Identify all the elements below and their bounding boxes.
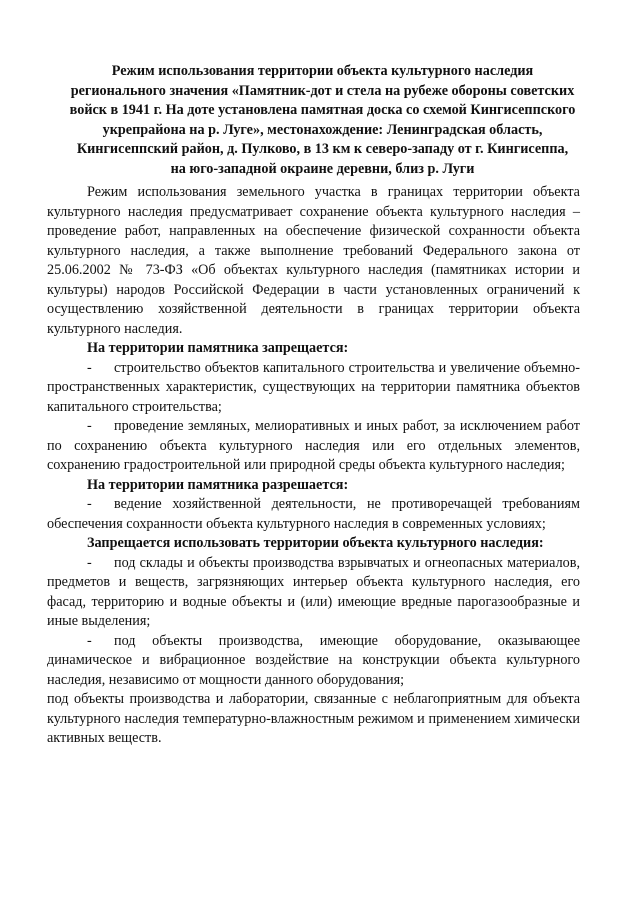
title-line: регионального значения «Памятник-дот и стела на рубеже обороны советских [70, 82, 575, 99]
document-title [45, 62, 600, 180]
dash-marker: - [87, 418, 92, 434]
document-body [47, 183, 580, 749]
list-item [47, 417, 580, 476]
dash-marker: - [87, 359, 92, 376]
list-item [47, 359, 580, 418]
prohibited-heading: На территории памятника запрещается: [87, 340, 349, 356]
title-line: войск в 1941 г. На доте установлена памятная доска со схемой Кингисеппского [69, 102, 576, 119]
forbidden-use-heading: Запрещается использовать территории объекта культурного наследия: [87, 535, 544, 551]
title-line: на юго-западной окраине деревни, близ р. Луги [170, 160, 475, 177]
closing-paragraph: под объекты производства и лаборатории, связанные с неблагоприятным для объекта культурного наследия температурно-влажностным режимом и применением химически активных веществ. [47, 691, 580, 746]
dash-marker: - [87, 632, 92, 649]
list-item [47, 554, 580, 632]
list-item-text: строительство объектов капитального строительства и увеличение объемно- пространственных характеристик, существующих на территории памятника объектов капитального строительства; [47, 359, 580, 415]
title-line: укрепрайона на р. Луге», местонахождение: Ленинградская область, [102, 121, 543, 138]
list-item [47, 495, 580, 534]
list-item [47, 632, 580, 691]
title-line: Кингисеппский район, д. Пулково, в 13 км к северо-западу от г. Кингисеппа, [76, 141, 569, 158]
dash-marker: - [87, 496, 92, 512]
intro-paragraph: Режим использования земельного участка в границах территории объекта культурного наследия предусматривает сохранение объекта культурного наследия – проведение работ, направленных на обеспечение физической сохранности объекта культурного наследия, а также выполнение требований Федерального закона от 25.06.2002 № 73-ФЗ «Об объектах культурного наследия (памятниках истории и культуры) народов Российской Федерации в части установленных ограничений к осуществлению хозяйственной деятельности в границах территории объекта культурного наследия. [47, 184, 580, 337]
list-item-text: ведение хозяйственной деятельности, не противоречащей требованиям обеспечения сохранности объекта культурного наследия в современных условиях; [47, 496, 580, 532]
dash-marker: - [87, 554, 92, 571]
title-line: Режим использования территории объекта культурного наследия [111, 63, 534, 79]
allowed-heading: На территории памятника разрешается: [87, 476, 349, 493]
list-item-text: под склады и объекты производства взрывчатых и огнеопасных материалов, предметов и веществ, загрязняющих интерьер объекта культурного наследия, его фасад, территорию и водные объекты и (или) имеющие вредные парогазообразные и иные выделения; [47, 554, 580, 629]
list-item-text: проведение земляных, мелиоративных и иных работ, за исключением работ по сохранению объекта культурного наследия или его отдельных элементов, сохранению градостроительной или природной среды объекта культурного наследия; [47, 418, 580, 473]
list-item-text: под объекты производства, имеющие оборудование, оказывающее динамическое и вибрационное воздействие на конструкции объекта культурного наследия, независимо от мощности данного оборудования; [47, 632, 580, 688]
